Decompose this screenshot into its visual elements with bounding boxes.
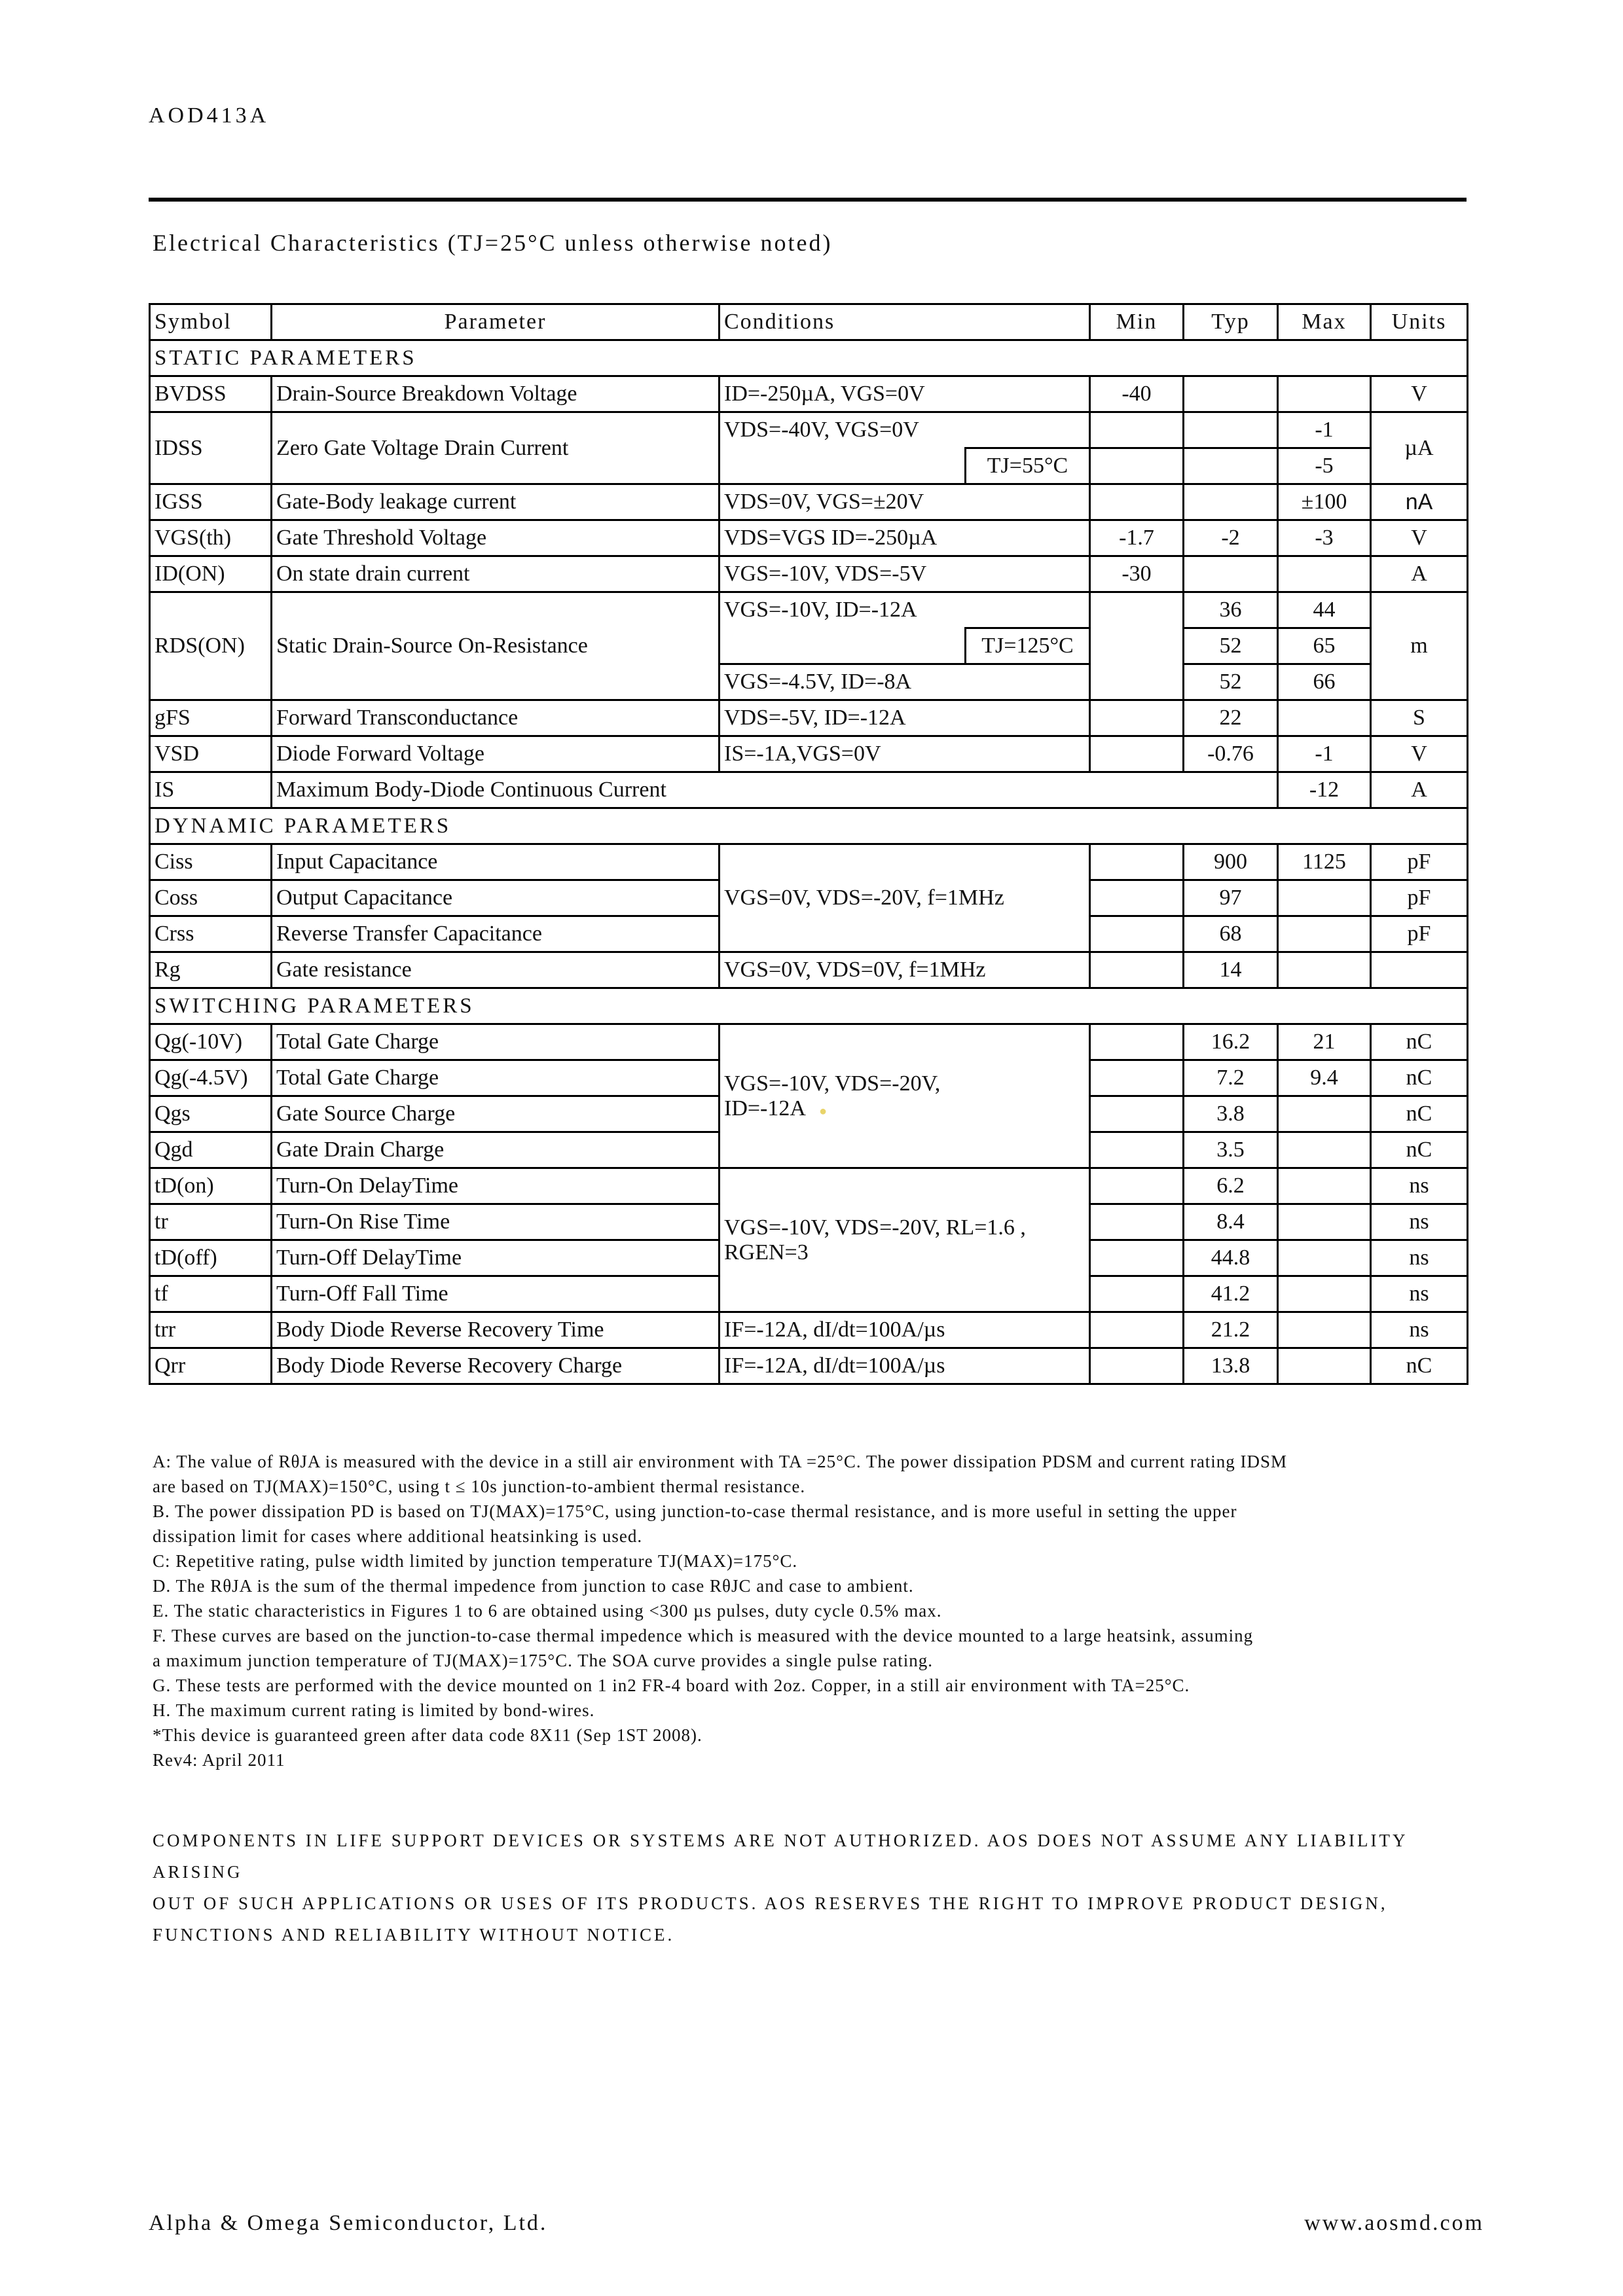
- units-cell: A: [1371, 772, 1468, 808]
- symbol-cell: VSD: [150, 736, 272, 772]
- table-row: [150, 1168, 1468, 1204]
- min-cell: [1090, 592, 1184, 700]
- min-cell: [1090, 952, 1184, 988]
- units-cell: S: [1371, 700, 1468, 736]
- parameter-cell: Output Capacitance: [272, 880, 720, 916]
- symbol-cell: trr: [150, 1312, 272, 1348]
- footnote-line: B. The power dissipation PD is based on TJ(MAX)=175°C, using junction-to-case thermal resistance, and is more useful in setting the upper: [153, 1501, 1237, 1521]
- typ-cell: 36: [1184, 592, 1278, 628]
- footnote-line: dissipation limit for cases where additional heatsinking is used.: [153, 1526, 643, 1546]
- parameter-cell: Total Gate Charge: [272, 1060, 720, 1096]
- condition-cell: ID=-250µA, VGS=0V: [720, 376, 1090, 412]
- min-cell: [1090, 1276, 1184, 1312]
- table-row: [150, 412, 1468, 448]
- table-row: [150, 844, 1468, 880]
- symbol-cell: Qg(-4.5V): [150, 1060, 272, 1096]
- disclaimer: [153, 1825, 1462, 1950]
- units-cell: pF: [1371, 916, 1468, 952]
- typ-cell: 3.5: [1184, 1132, 1278, 1168]
- symbol-cell: tD(on): [150, 1168, 272, 1204]
- min-cell: [1090, 1096, 1184, 1132]
- max-cell: [1278, 556, 1371, 592]
- max-cell: [1278, 952, 1371, 988]
- max-cell: 1125: [1278, 844, 1371, 880]
- table-row: [150, 592, 1468, 628]
- typ-cell: 6.2: [1184, 1168, 1278, 1204]
- section-title: Electrical Characteristics (TJ=25°C unless otherwise noted): [153, 230, 833, 256]
- units-cell: µA: [1371, 412, 1468, 484]
- watermark: ●: [818, 1103, 828, 1119]
- table-row: [150, 700, 1468, 736]
- col-header-units: Units: [1371, 304, 1468, 340]
- min-cell: [1090, 736, 1184, 772]
- symbol-cell: Qrr: [150, 1348, 272, 1384]
- typ-cell: -2: [1184, 520, 1278, 556]
- typ-cell: 8.4: [1184, 1204, 1278, 1240]
- symbol-cell: Qg(-10V): [150, 1024, 272, 1060]
- units-cell: ns: [1371, 1312, 1468, 1348]
- units-cell: V: [1371, 736, 1468, 772]
- typ-cell: 52: [1184, 664, 1278, 700]
- parameter-cell: Maximum Body-Diode Continuous Current: [272, 772, 1278, 808]
- footer-website[interactable]: www.aosmd.com: [1304, 2211, 1484, 2235]
- section-row-dynamic: [150, 808, 1468, 844]
- condition-cell: VGS=-10V, VDS=-20V, ID=-12A ●: [720, 1024, 1090, 1168]
- footnote-line: a maximum junction temperature of TJ(MAX)=175°C. The SOA curve provides a single pulse rating.: [153, 1651, 934, 1670]
- typ-cell: 68: [1184, 916, 1278, 952]
- min-cell: [1090, 1024, 1184, 1060]
- condition-cell: TJ=55°C: [966, 448, 1090, 484]
- parameter-cell: Drain-Source Breakdown Voltage: [272, 376, 720, 412]
- max-cell: 9.4: [1278, 1060, 1371, 1096]
- footnotes: [153, 1449, 1462, 1772]
- max-cell: ±100: [1278, 484, 1371, 520]
- min-cell: [1090, 412, 1184, 448]
- parameter-cell: Gate resistance: [272, 952, 720, 988]
- col-header-min: Min: [1090, 304, 1184, 340]
- parameter-cell: Diode Forward Voltage: [272, 736, 720, 772]
- max-cell: -1: [1278, 412, 1371, 448]
- table-row: [150, 556, 1468, 592]
- units-cell: ns: [1371, 1240, 1468, 1276]
- typ-cell: 21.2: [1184, 1312, 1278, 1348]
- parameter-cell: Reverse Transfer Capacitance: [272, 916, 720, 952]
- units-cell: nC: [1371, 1024, 1468, 1060]
- min-cell: [1090, 844, 1184, 880]
- units-cell: nA: [1371, 484, 1468, 520]
- symbol-cell: IDSS: [150, 412, 272, 484]
- section-row-static: [150, 340, 1468, 376]
- condition-cell: VDS=VGS ID=-250µA: [720, 520, 1090, 556]
- max-cell: -5: [1278, 448, 1371, 484]
- condition-cell: VDS=0V, VGS=±20V: [720, 484, 1090, 520]
- condition-cell: IF=-12A, dI/dt=100A/µs: [720, 1348, 1090, 1384]
- table-row: [150, 736, 1468, 772]
- typ-cell: 44.8: [1184, 1240, 1278, 1276]
- symbol-cell: VGS(th): [150, 520, 272, 556]
- section-label: SWITCHING PARAMETERS: [150, 988, 1468, 1024]
- condition-cell: VGS=0V, VDS=-20V, f=1MHz: [720, 844, 1090, 952]
- disclaimer-line: OUT OF SUCH APPLICATIONS OR USES OF ITS PRODUCTS. AOS RESERVES THE RIGHT TO IMPROVE PRODUCT DESIGN,: [153, 1893, 1388, 1913]
- max-cell: [1278, 1204, 1371, 1240]
- typ-cell: 14: [1184, 952, 1278, 988]
- footnote-line: A: The value of RθJA is measured with the device in a still air environment with TA =25°C. The power dissipation PDSM and current rating IDSM: [153, 1452, 1288, 1471]
- table-row: [150, 1312, 1468, 1348]
- min-cell: [1090, 916, 1184, 952]
- parameter-cell: Body Diode Reverse Recovery Time: [272, 1312, 720, 1348]
- disclaimer-line: FUNCTIONS AND RELIABILITY WITHOUT NOTICE.: [153, 1925, 675, 1945]
- units-cell: ns: [1371, 1276, 1468, 1312]
- max-cell: [1278, 916, 1371, 952]
- symbol-cell: tD(off): [150, 1240, 272, 1276]
- max-cell: -3: [1278, 520, 1371, 556]
- electrical-characteristics-table: [149, 303, 1468, 1385]
- header-rule: [149, 198, 1467, 202]
- symbol-cell: Crss: [150, 916, 272, 952]
- min-cell: [1090, 1312, 1184, 1348]
- typ-cell: 22: [1184, 700, 1278, 736]
- symbol-cell: Coss: [150, 880, 272, 916]
- units-cell: pF: [1371, 844, 1468, 880]
- parameter-cell: Turn-On Rise Time: [272, 1204, 720, 1240]
- units-cell: pF: [1371, 880, 1468, 916]
- units-cell: A: [1371, 556, 1468, 592]
- units-cell: nC: [1371, 1060, 1468, 1096]
- footer-company: Alpha & Omega Semiconductor, Ltd.: [149, 2211, 548, 2235]
- footnote-line: *This device is guaranteed green after data code 8X11 (Sep 1ST 2008).: [153, 1725, 702, 1745]
- symbol-cell: gFS: [150, 700, 272, 736]
- parameter-cell: Turn-Off Fall Time: [272, 1276, 720, 1312]
- typ-cell: 41.2: [1184, 1276, 1278, 1312]
- footnote-line: C: Repetitive rating, pulse width limited by junction temperature TJ(MAX)=175°C.: [153, 1551, 798, 1571]
- units-cell: V: [1371, 520, 1468, 556]
- parameter-cell: Gate-Body leakage current: [272, 484, 720, 520]
- condition-cell: VGS=-10V, ID=-12A: [720, 592, 1090, 628]
- footnote-line: D. The RθJA is the sum of the thermal impedence from junction to case RθJC and case to ambient.: [153, 1576, 914, 1596]
- parameter-cell: Gate Threshold Voltage: [272, 520, 720, 556]
- section-label: DYNAMIC PARAMETERS: [150, 808, 1468, 844]
- max-cell: [1278, 1168, 1371, 1204]
- part-number: AOD413A: [149, 103, 270, 128]
- max-cell: [1278, 1132, 1371, 1168]
- parameter-cell: Turn-Off DelayTime: [272, 1240, 720, 1276]
- typ-cell: -0.76: [1184, 736, 1278, 772]
- max-cell: [1278, 880, 1371, 916]
- min-cell: [1090, 484, 1184, 520]
- table-row: [150, 1024, 1468, 1060]
- min-cell: [1090, 448, 1184, 484]
- symbol-cell: Ciss: [150, 844, 272, 880]
- max-cell: [1278, 1276, 1371, 1312]
- parameter-cell: Forward Transconductance: [272, 700, 720, 736]
- condition-cell: IS=-1A,VGS=0V: [720, 736, 1090, 772]
- typ-cell: 16.2: [1184, 1024, 1278, 1060]
- typ-cell: 52: [1184, 628, 1278, 664]
- max-cell: 21: [1278, 1024, 1371, 1060]
- table-row: [150, 772, 1468, 808]
- symbol-cell: tf: [150, 1276, 272, 1312]
- units-cell: ns: [1371, 1168, 1468, 1204]
- parameter-cell: Input Capacitance: [272, 844, 720, 880]
- col-header-parameter: Parameter: [272, 304, 720, 340]
- section-label: STATIC PARAMETERS: [150, 340, 1468, 376]
- revision-line: Rev4: April 2011: [153, 1750, 285, 1770]
- min-cell: [1090, 880, 1184, 916]
- symbol-cell: IGSS: [150, 484, 272, 520]
- units-cell: [1371, 952, 1468, 988]
- min-cell: [1090, 1168, 1184, 1204]
- table-header-row: [150, 304, 1468, 340]
- typ-cell: [1184, 376, 1278, 412]
- min-cell: [1090, 1060, 1184, 1096]
- typ-cell: [1184, 484, 1278, 520]
- max-cell: [1278, 1348, 1371, 1384]
- table-row: [150, 952, 1468, 988]
- max-cell: 44: [1278, 592, 1371, 628]
- symbol-cell: IS: [150, 772, 272, 808]
- units-cell: m: [1371, 592, 1468, 700]
- table-row: [150, 520, 1468, 556]
- condition-cell: VGS=0V, VDS=0V, f=1MHz: [720, 952, 1090, 988]
- condition-cell: VGS=-10V, VDS=-20V, RL=1.6 , RGEN=3: [720, 1168, 1090, 1312]
- max-cell: -12: [1278, 772, 1371, 808]
- max-cell: -1: [1278, 736, 1371, 772]
- typ-cell: 7.2: [1184, 1060, 1278, 1096]
- typ-cell: 3.8: [1184, 1096, 1278, 1132]
- parameter-cell: Total Gate Charge: [272, 1024, 720, 1060]
- symbol-cell: Qgs: [150, 1096, 272, 1132]
- units-cell: nC: [1371, 1132, 1468, 1168]
- units-cell: nC: [1371, 1348, 1468, 1384]
- typ-cell: 97: [1184, 880, 1278, 916]
- condition-cell: VGS=-10V, VDS=-5V: [720, 556, 1090, 592]
- min-cell: -40: [1090, 376, 1184, 412]
- max-cell: 66: [1278, 664, 1371, 700]
- footnote-line: G. These tests are performed with the device mounted on 1 in2 FR-4 board with 2oz. Copper, in a still air environment with TA=25°C.: [153, 1676, 1190, 1695]
- symbol-cell: Qgd: [150, 1132, 272, 1168]
- col-header-max: Max: [1278, 304, 1371, 340]
- units-cell: V: [1371, 376, 1468, 412]
- parameter-cell: Body Diode Reverse Recovery Charge: [272, 1348, 720, 1384]
- max-cell: [1278, 700, 1371, 736]
- footnote-line: F. These curves are based on the junction-to-case thermal impedence which is measured with the device mounted to a large heatsink, assuming: [153, 1626, 1254, 1645]
- parameter-cell: Gate Source Charge: [272, 1096, 720, 1132]
- min-cell: -30: [1090, 556, 1184, 592]
- footnote-line: are based on TJ(MAX)=150°C, using t ≤ 10s junction-to-ambient thermal resistance.: [153, 1477, 806, 1496]
- min-cell: [1090, 1240, 1184, 1276]
- parameter-cell: Static Drain-Source On-Resistance: [272, 592, 720, 700]
- condition-cell: VDS=-5V, ID=-12A: [720, 700, 1090, 736]
- typ-cell: [1184, 556, 1278, 592]
- parameter-cell: Gate Drain Charge: [272, 1132, 720, 1168]
- max-cell: 65: [1278, 628, 1371, 664]
- min-cell: -1.7: [1090, 520, 1184, 556]
- col-header-typ: Typ: [1184, 304, 1278, 340]
- typ-cell: 900: [1184, 844, 1278, 880]
- symbol-cell: Rg: [150, 952, 272, 988]
- min-cell: [1090, 1348, 1184, 1384]
- symbol-cell: tr: [150, 1204, 272, 1240]
- footnote-line: H. The maximum current rating is limited by bond-wires.: [153, 1700, 595, 1720]
- section-row-switching: [150, 988, 1468, 1024]
- typ-cell: 13.8: [1184, 1348, 1278, 1384]
- min-cell: [1090, 700, 1184, 736]
- condition-cell: VGS=-4.5V, ID=-8A: [720, 664, 1090, 700]
- max-cell: [1278, 1312, 1371, 1348]
- parameter-cell: Turn-On DelayTime: [272, 1168, 720, 1204]
- parameter-cell: Zero Gate Voltage Drain Current: [272, 412, 720, 484]
- disclaimer-line: COMPONENTS IN LIFE SUPPORT DEVICES OR SYSTEMS ARE NOT AUTHORIZED. AOS DOES NOT ASSUME ANY LIABILITY ARISING: [153, 1831, 1408, 1882]
- max-cell: [1278, 1096, 1371, 1132]
- symbol-cell: ID(ON): [150, 556, 272, 592]
- min-cell: [1090, 1204, 1184, 1240]
- condition-cell: TJ=125°C: [966, 628, 1090, 664]
- units-cell: ns: [1371, 1204, 1468, 1240]
- units-cell: nC: [1371, 1096, 1468, 1132]
- footnote-line: E. The static characteristics in Figures 1 to 6 are obtained using <300 µs pulses, duty cycle 0.5% max.: [153, 1601, 942, 1621]
- col-header-conditions: Conditions: [720, 304, 1090, 340]
- condition-cell: VDS=-40V, VGS=0V: [720, 412, 1090, 448]
- parameter-cell: On state drain current: [272, 556, 720, 592]
- max-cell: [1278, 1240, 1371, 1276]
- table-row: [150, 484, 1468, 520]
- typ-cell: [1184, 412, 1278, 448]
- table-row: [150, 376, 1468, 412]
- max-cell: [1278, 376, 1371, 412]
- symbol-cell: RDS(ON): [150, 592, 272, 700]
- table-row: [150, 1348, 1468, 1384]
- typ-cell: [1184, 448, 1278, 484]
- condition-cell: IF=-12A, dI/dt=100A/µs: [720, 1312, 1090, 1348]
- symbol-cell: BVDSS: [150, 376, 272, 412]
- min-cell: [1090, 1132, 1184, 1168]
- col-header-symbol: Symbol: [150, 304, 272, 340]
